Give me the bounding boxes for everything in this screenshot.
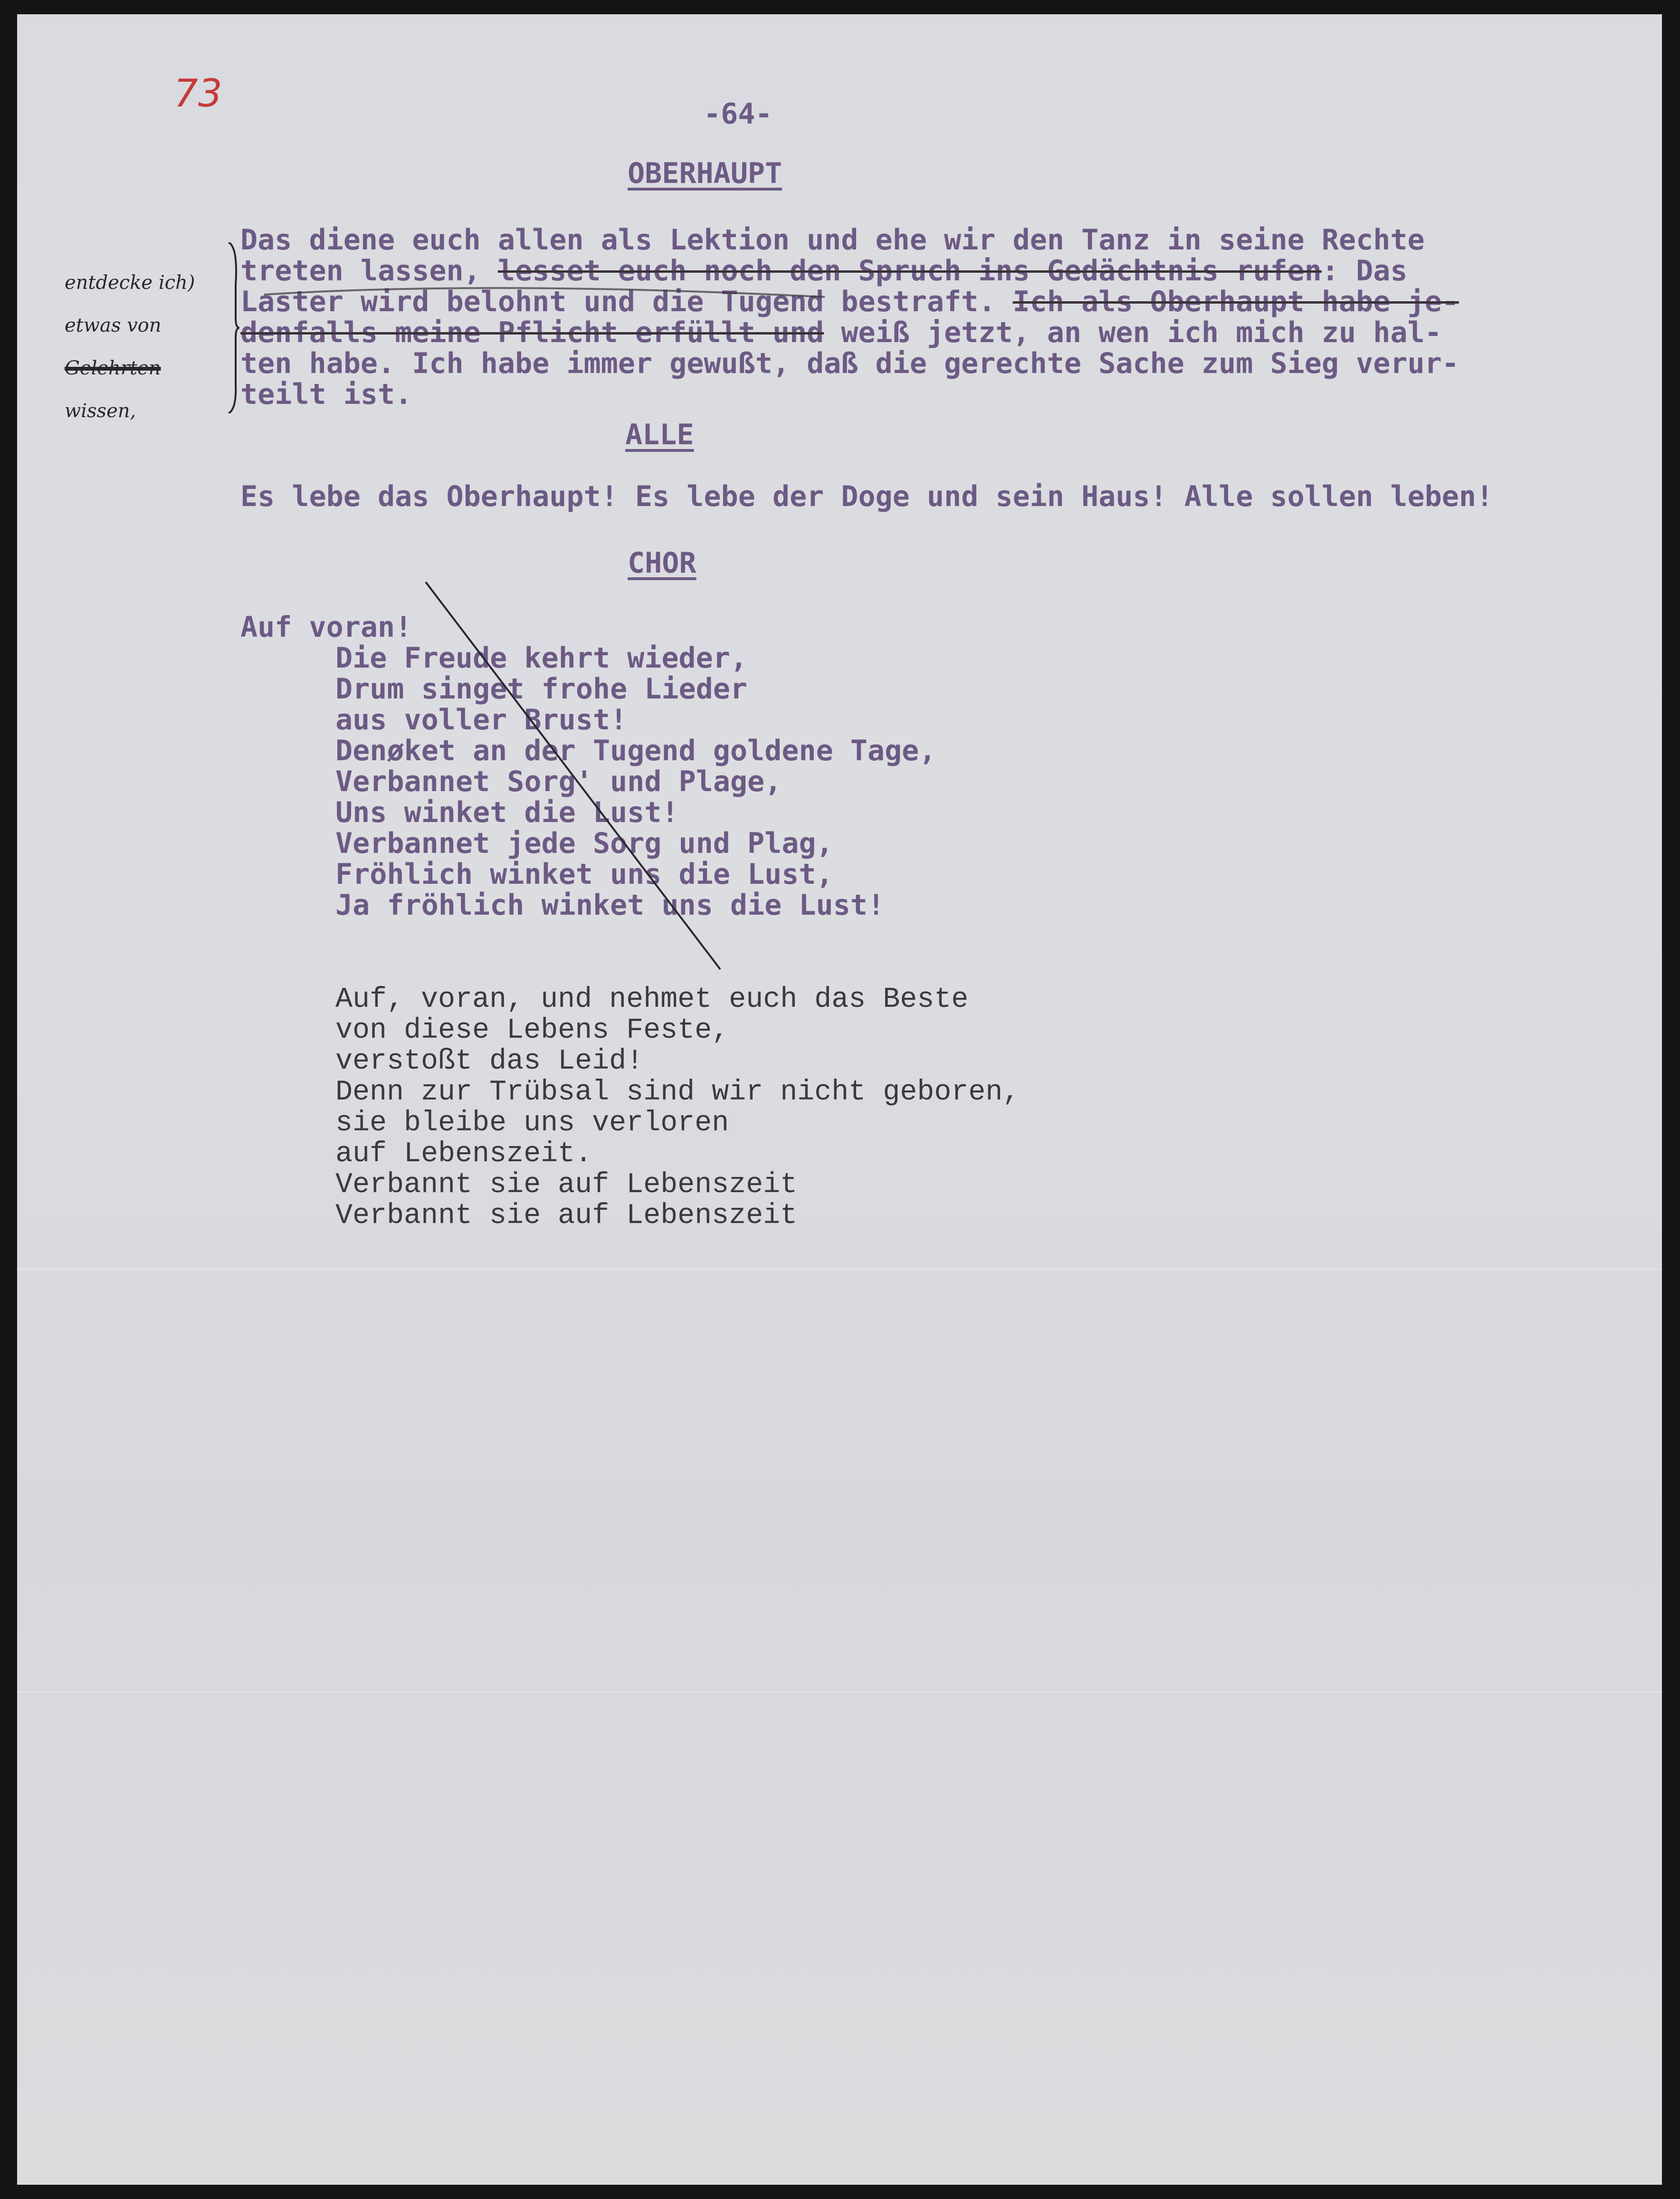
verse-line: Fröhlich winket uns die Lust, <box>335 858 833 891</box>
speaker-heading-chor: CHOR <box>628 546 697 580</box>
verse-line: Verbannt sie auf Lebenszeit <box>335 1200 798 1232</box>
verse-line: von diese Lebens Feste, <box>335 1014 729 1047</box>
text-segment: : Das <box>1321 254 1408 287</box>
text-segment: Laster wird belohnt und die Tugend bestraft. <box>240 285 1013 318</box>
margin-note-line: entdecke ich) <box>65 272 195 294</box>
verse-line: Denøket an der Tugend goldene Tage, <box>335 734 936 767</box>
struck-text: Ich als Oberhaupt habe je- <box>1012 285 1459 318</box>
verse-line: Die Freude kehrt wieder, <box>335 641 747 675</box>
page-number: -64- <box>704 97 773 131</box>
verse-line: Drum singet frohe Lieder <box>335 672 747 706</box>
text-line: ten habe. Ich habe immer gewußt, daß die gerechte Sache zum Sieg verur- <box>240 347 1459 380</box>
struck-text: lesset euch noch den Spruch ins Gedächtnis rufen <box>497 254 1322 287</box>
manuscript-page <box>17 14 1662 2185</box>
text-line: Das diene euch allen als Lektion und ehe wir den Tanz in seine Rechte <box>240 223 1425 257</box>
verse-line: Auf, voran, und nehmet euch das Beste <box>335 984 969 1016</box>
verse-line: Verbannet Sorg' und Plage, <box>335 765 782 798</box>
text-segment: weiß jetzt, an wen ich mich zu hal- <box>824 316 1442 349</box>
speaker-heading-oberhaupt: OBERHAUPT <box>628 157 783 190</box>
verse-line: Ja fröhlich winket uns die Lust! <box>335 889 885 922</box>
margin-note-line: wissen, <box>65 400 136 422</box>
verse-line: Uns winket die Lust! <box>335 796 679 829</box>
margin-note-line: Gelehrten <box>65 357 161 379</box>
margin-note-line: etwas von <box>65 315 162 336</box>
text-segment: treten lassen, <box>240 254 498 287</box>
verse-line: aus voller Brust! <box>335 703 628 736</box>
verse-line: sie bleibe uns verloren <box>335 1107 729 1139</box>
verse-line: Verbannt sie auf Lebenszeit <box>335 1169 798 1201</box>
verse-line: Denn zur Trübsal sind wir nicht geboren, <box>335 1076 1020 1109</box>
verse-line: verstoßt das Leid! <box>335 1045 644 1078</box>
sheet-number: 73 <box>174 71 222 115</box>
text-line: Es lebe das Oberhaupt! Es lebe der Doge und sein Haus! Alle sollen leben! <box>240 480 1493 513</box>
struck-text: denfalls meine Pflicht erfüllt und <box>240 316 824 349</box>
speaker-heading-alle: ALLE <box>625 418 694 451</box>
verse-line: auf Lebenszeit. <box>335 1138 592 1170</box>
text-line: teilt ist. <box>240 378 412 411</box>
verse-line: Verbannet jede Sorg und Plag, <box>335 827 833 860</box>
cancellation-stroke <box>17 14 1662 2185</box>
text-line: Auf voran! <box>240 611 412 644</box>
